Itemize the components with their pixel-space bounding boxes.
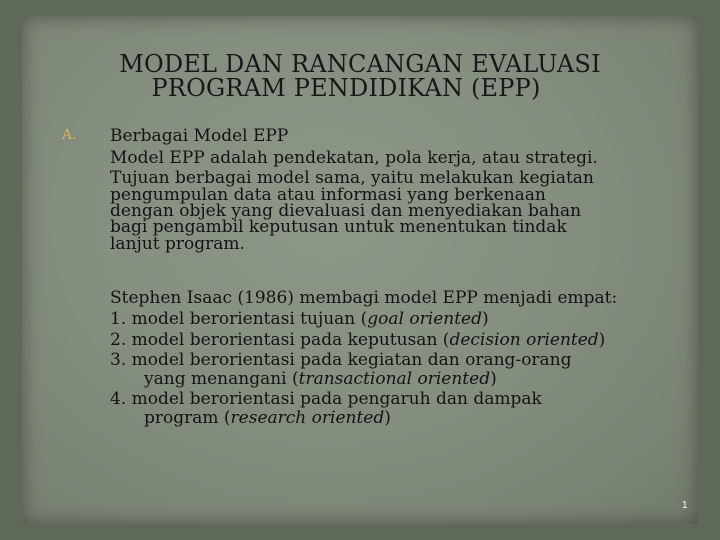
intro-heading: Berbagai Model EPP	[110, 126, 289, 146]
list-item-text: program (	[144, 408, 231, 428]
list-item-continuation	[110, 369, 690, 390]
list-item-text: )	[481, 309, 489, 329]
list-item-term: decision oriented	[449, 330, 599, 350]
list-item-text: 4. model berorientasi pada pengaruh dan dampak	[110, 389, 542, 409]
slide-title-line-2: PROGRAM PENDIDIKAN (EPP)	[151, 74, 541, 102]
list-item-text: )	[598, 330, 606, 350]
list-item-term: research oriented	[230, 408, 385, 428]
list-item	[110, 390, 690, 408]
intro-line: pengumpulan data atau informasi yang berkenaan	[110, 185, 546, 205]
page-number: 1	[682, 500, 688, 511]
list-item	[110, 309, 690, 330]
intro-paragraph	[110, 126, 690, 252]
slide-title-line-1: MODEL DAN RANCANGAN EVALUASI	[119, 50, 601, 78]
list-item-text: 2. model berorientasi pada keputusan (	[110, 330, 450, 350]
list-item	[110, 351, 690, 369]
list-item-text: )	[490, 369, 497, 389]
list-item-text: )	[384, 408, 391, 428]
list-item-continuation	[110, 408, 690, 429]
list-item-text: 1. model berorientasi tujuan (	[110, 309, 368, 329]
intro-line: dengan objek yang dievaluasi dan menyediakan bahan	[110, 201, 582, 222]
intro-line: Tujuan berbagai model sama, yaitu melakukan kegiatan	[110, 168, 594, 188]
intro-line: lanjut program.	[110, 233, 245, 254]
intro-line: Model EPP adalah pendekatan, pola kerja, atau strategi.	[110, 148, 598, 168]
list-item-text: yang menangani (	[144, 369, 299, 389]
list-item-term: goal oriented	[367, 309, 482, 329]
intro-line: bagi pengambil keputusan untuk menentukan tindak	[110, 217, 567, 238]
model-list	[110, 288, 690, 429]
section-marker: A.	[62, 127, 77, 143]
list-item-term: transactional oriented	[298, 369, 491, 389]
list-item	[110, 330, 690, 351]
list-item-text: 3. model berorientasi pada kegiatan dan orang-orang	[110, 350, 572, 370]
list-intro: Stephen Isaac (1986) membagi model EPP menjadi empat:	[110, 288, 618, 308]
